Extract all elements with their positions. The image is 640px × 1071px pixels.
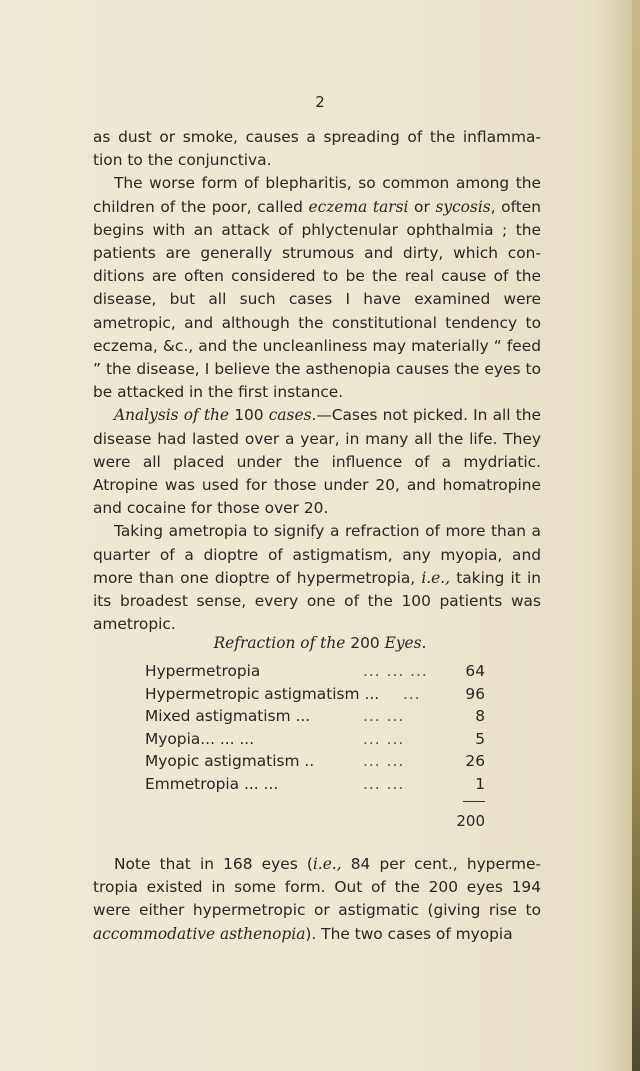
refraction-table: [145, 660, 485, 795]
row-label: Emmetropia ... ...: [145, 774, 279, 793]
row-label: Myopia... ... ...: [145, 729, 255, 748]
paragraph-5: Note that in 168 eyes (i.e., 84 per cent., hyperme-tropia existed in some form. Out of the 200 eyes 194 were either hypermetropic or astigmatic (giving rise to accommodative asthenopia). The two cases of myopia: [93, 855, 541, 943]
table-total: 200: [456, 812, 485, 830]
row-label: Hypermetropia: [145, 662, 261, 680]
page-edge: [632, 0, 640, 1071]
table-row: [145, 773, 485, 796]
row-label: Myopic astigmatism ..: [145, 752, 315, 770]
paragraph-3: Analysis of the 100 cases.—Cases not picked. In all the disease had lasted over a year, in many all the life. They were all placed under the influence of a mydriatic. Atropine was used for those under 20, and homatropine and cocaine for those over 20.: [93, 406, 541, 518]
table-row: [145, 660, 485, 683]
table-title: Refraction of the 200 Eyes.: [213, 634, 427, 652]
paragraph-4: Taking ametropia to signify a refraction of more than a quarter of a dioptre of astigmatism, any myopia, and more than one dioptre of hypermetropia, i.e., taking it in its broadest sense, every one of the 100 patients was ametropic.: [93, 522, 541, 634]
row-leader: ... ...: [363, 752, 405, 770]
page-number: 2: [315, 93, 325, 111]
row-value: 1: [475, 774, 485, 793]
row-value: 26: [465, 752, 485, 770]
body-text-continued: [93, 853, 541, 946]
paragraph-2: The worse form of blepharitis, so common among the children of the poor, called eczema tarsi or sycosis, often begins with an attack of phlyctenular ophthalmia ; the patients are generally strumous and dirty, which con-ditions are often considered to be the real cause of the disease, but all such cases I have examined were ametropic, and although the constitutional tendency to eczema, &c., and the uncleanliness may materially “ feed ” the disease, I believe the asthenopia causes the eyes to be attacked in the first instance.: [93, 174, 541, 402]
table-row: [145, 705, 485, 728]
table-row: [145, 750, 485, 773]
row-leader: ... ...: [363, 729, 405, 748]
row-leader: ... ... ...: [363, 662, 428, 680]
paragraph-1: as dust or smoke, causes a spreading of the inflamma-tion to the conjunctiva.: [93, 128, 541, 170]
row-value: 5: [475, 729, 485, 748]
row-leader: ... ...: [363, 707, 405, 725]
row-value: 64: [465, 662, 485, 680]
row-label: Mixed astigmatism ...: [145, 707, 311, 725]
row-value: 96: [465, 684, 485, 703]
sum-rule: [463, 801, 485, 802]
row-value: 8: [475, 707, 485, 725]
row-label: Hypermetropic astigmatism ...: [145, 684, 380, 703]
row-leader: ...: [403, 684, 421, 703]
row-leader: ... ...: [363, 774, 405, 793]
table-row: [145, 683, 485, 706]
body-text: [93, 126, 541, 636]
table-row: [145, 728, 485, 751]
